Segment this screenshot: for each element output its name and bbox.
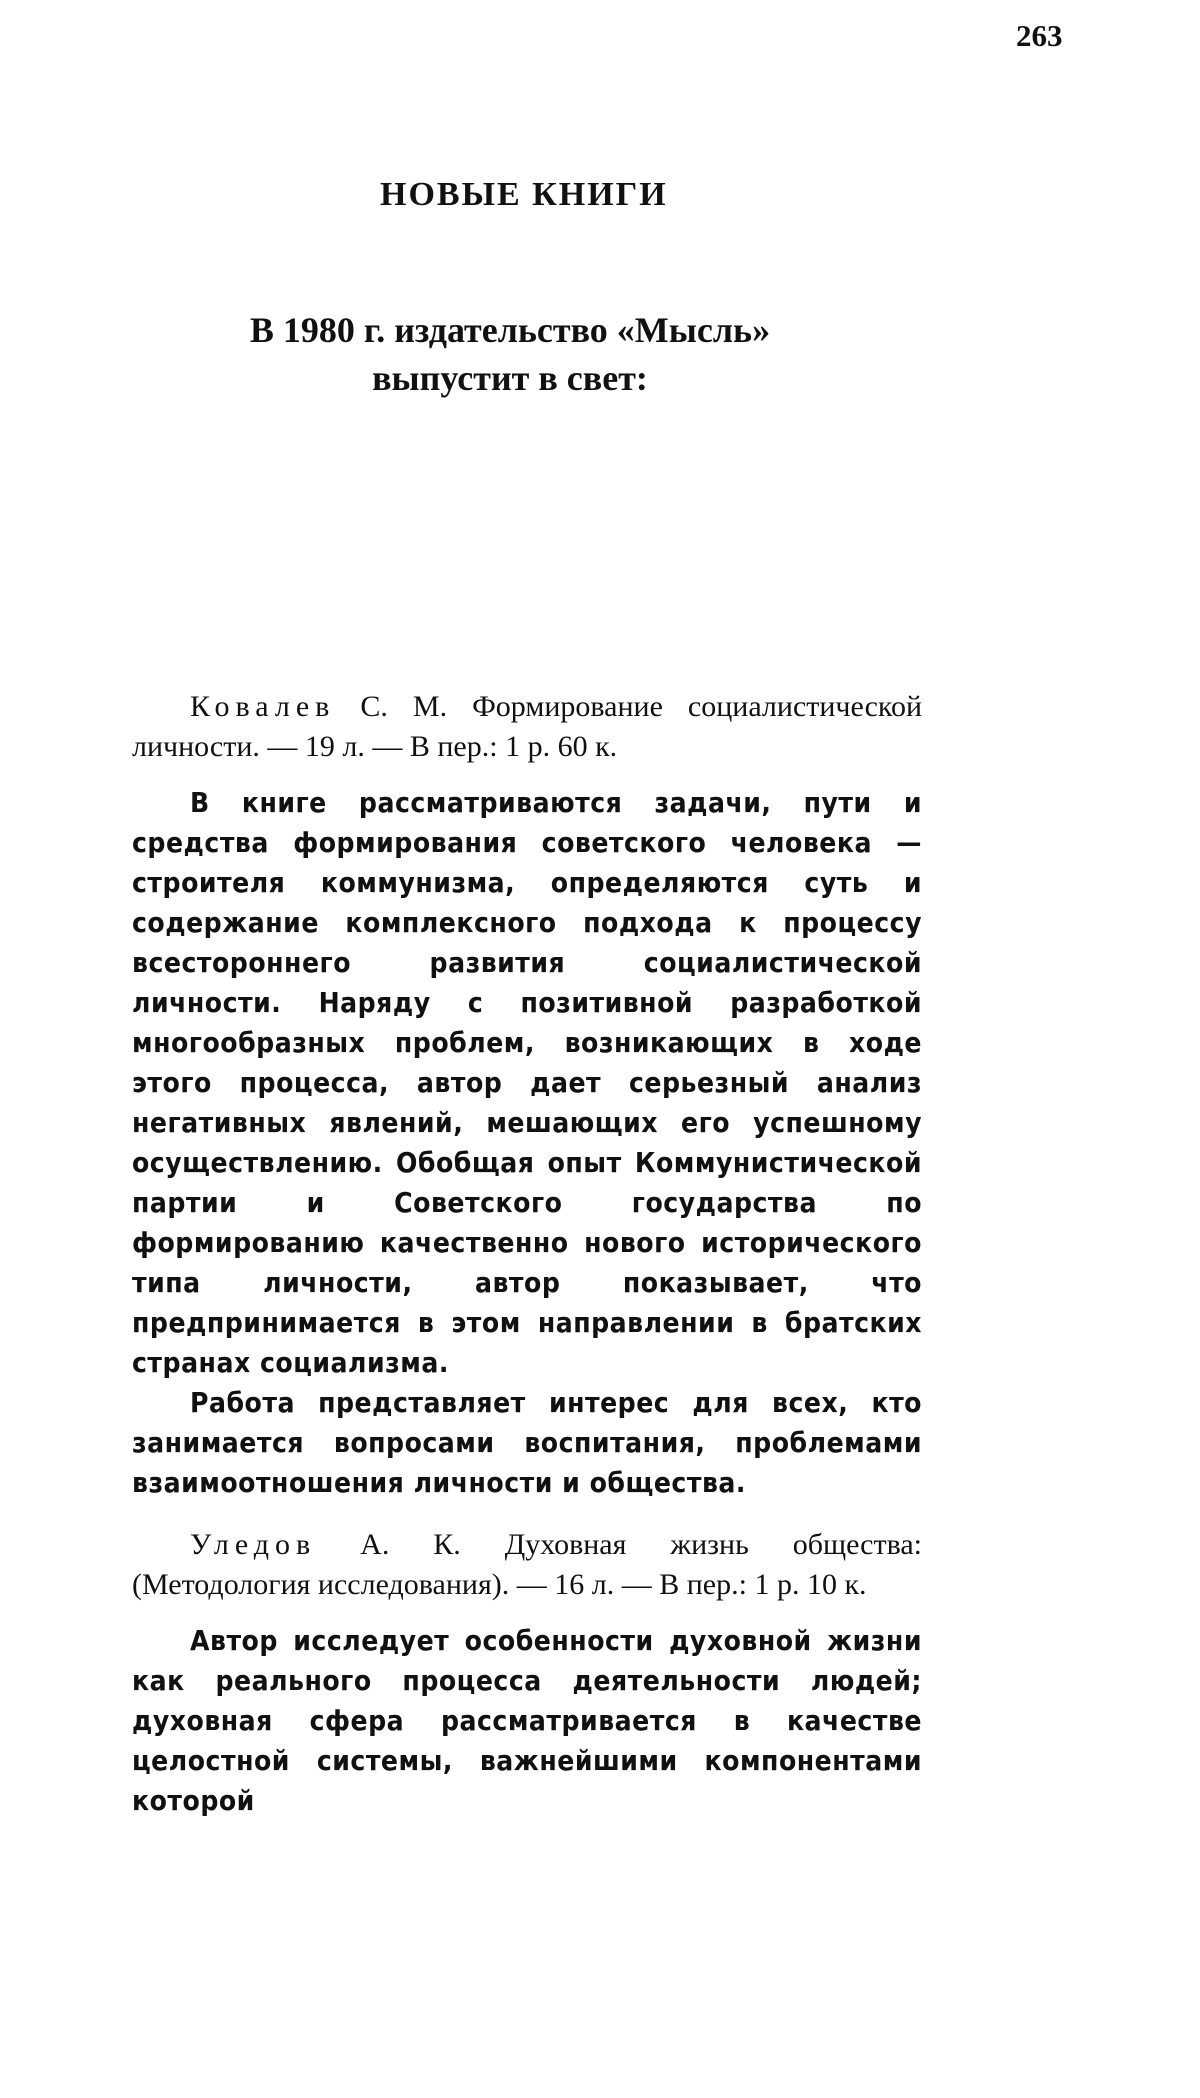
book-author: Ковалев <box>190 690 336 723</box>
book-entry-uledov <box>132 1525 922 1821</box>
publisher-announcement <box>150 306 870 402</box>
book-author: Уледов <box>190 1528 317 1561</box>
book-entry-kovalev <box>132 687 922 1503</box>
page-number: 263 <box>1016 18 1063 53</box>
book-citation-details: С. М. Формирование социалистической личности. — 19 л. — В пер.: 1 р. 60 к. <box>132 690 922 763</box>
book-citation <box>132 1525 922 1605</box>
book-description-paragraph: Автор исследует особенности духовной жизни как реального процесса деятельности людей; духовная сфера рассматривается в качестве целостной системы, важнейшими компонентами которой <box>132 1624 922 1817</box>
book-description <box>132 1621 922 1821</box>
announcement-line-2: выпустит в свет: <box>372 358 648 398</box>
book-description-paragraph: Работа представляет интерес для всех, кто занимается вопросами воспитания, проблемами взаимоотношения личности и общества. <box>132 1386 922 1499</box>
section-title: НОВЫЕ КНИГИ <box>380 176 668 213</box>
book-citation <box>132 687 922 767</box>
book-description-paragraph: В книге рассматриваются задачи, пути и средства формирования советского человека — строителя коммунизма, определяются суть и содержание комплексного подхода к процессу всестороннего развития социалистической личности. Наряду с позитивной разработкой многообразных проблем, возникающих в ходе этого процесса, автор дает серьезный анализ негативных явлений, мешающих его успешному осуществлению. Обобщая опыт Коммунистической партии и Советского государства по формированию качественно нового исторического типа личности, автор показывает, что предпринимается в этом направлении в братских странах социализма. <box>132 786 922 1379</box>
announcement-line-1: В 1980 г. издательство «Мысль» <box>249 310 771 350</box>
book-citation-details: А. К. Духовная жизнь общества: (Методология исследования). — 16 л. — В пер.: 1 р. 10 к. <box>132 1528 922 1601</box>
book-description <box>132 783 922 1503</box>
